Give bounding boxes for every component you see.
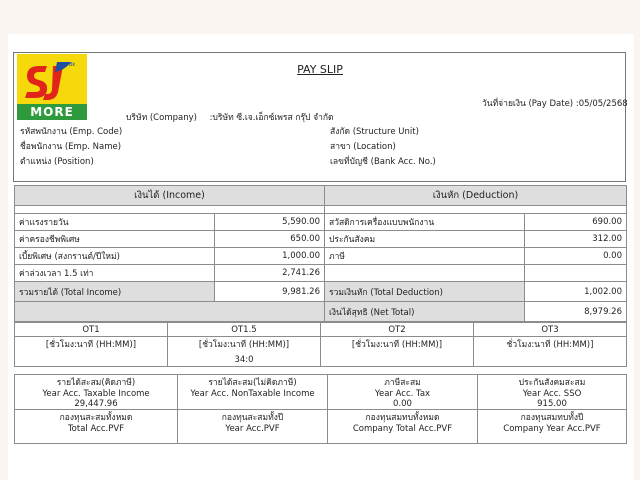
total-deduction-value: 1,002.00 xyxy=(525,282,627,302)
table-row xyxy=(15,265,627,282)
income-label: เบี้ยพิเศษ (สงกรานต์/ปีใหม่) xyxy=(15,248,215,265)
accum-value: 29,447.96 xyxy=(74,399,118,409)
accumulation-table xyxy=(14,374,627,444)
accum-value: 915.00 xyxy=(537,399,567,409)
pvf-th: กองทุนสมทบทั้งหมด xyxy=(365,413,440,423)
deduction-value: 312.00 xyxy=(525,231,627,248)
accum-cell xyxy=(178,375,328,410)
location-label: สาขา (Location) xyxy=(330,142,396,152)
deduction-label: ประกันสังคม xyxy=(325,231,525,248)
ot2-header: OT2 xyxy=(321,323,474,337)
pvf-cell xyxy=(15,410,178,444)
bank-account-label: เลขที่บัญชี (Bank Acc. No.) xyxy=(330,157,436,167)
income-value: 5,590.00 xyxy=(215,214,325,231)
income-value: 650.00 xyxy=(215,231,325,248)
pay-date-value: 05/05/2568 xyxy=(578,99,628,109)
table-row xyxy=(15,248,627,265)
ot1-unit: [ชั่วโมง:นาที (HH:MM)] xyxy=(45,340,137,350)
company-value: :บริษัท ซี.เจ.เอ็กซ์เพรส กรุ๊ป จำกัด xyxy=(209,113,334,123)
table-row xyxy=(15,231,627,248)
structure-unit-label: สังกัด (Structure Unit) xyxy=(330,127,419,137)
ot3-header: OT3 xyxy=(474,323,627,337)
net-total-value: 8,979.26 xyxy=(525,302,627,322)
pvf-th: กองทุนสมทบทั้งปี xyxy=(520,413,584,423)
deduction-label: ภาษี xyxy=(325,248,525,265)
ot3-cell xyxy=(474,337,627,367)
accum-th: ภาษีสะสม xyxy=(384,378,421,388)
pvf-en: Year Acc.PVF xyxy=(225,424,280,434)
pvf-cell xyxy=(478,410,627,444)
emp-code-label: รหัสพนักงาน (Emp. Code) xyxy=(20,127,123,137)
income-header: เงินได้ (Income) xyxy=(15,186,325,206)
pvf-cell xyxy=(178,410,328,444)
accum-en: Year Acc. SSO xyxy=(522,389,582,399)
accum-en: Year Acc. NonTaxable Income xyxy=(190,389,315,399)
ot15-cell xyxy=(168,337,321,367)
deduction-value: 0.00 xyxy=(525,248,627,265)
total-income-label: รวมรายได้ (Total Income) xyxy=(15,282,215,302)
accum-th: ประกันสังคมสะสม xyxy=(518,378,586,388)
income-value: 1,000.00 xyxy=(215,248,325,265)
position-label: ตำแหน่ง (Position) xyxy=(20,157,94,167)
accum-en: Year Acc. Taxable Income xyxy=(42,389,150,399)
accum-th: รายได้สะสม(คิดภาษี) xyxy=(56,378,136,388)
net-total-label: เงินได้สุทธิ (Net Total) xyxy=(325,302,525,322)
company-line xyxy=(126,110,334,124)
ot-table xyxy=(14,322,627,367)
accum-en: Year Acc. Tax xyxy=(374,389,431,399)
pvf-en: Company Year Acc.PVF xyxy=(503,424,601,434)
page-title: PAY SLIP xyxy=(297,63,343,76)
income-value: 2,741.26 xyxy=(215,265,325,282)
income-label: ค่าล่วงเวลา 1.5 เท่า xyxy=(15,265,215,282)
income-label: ค่าครองชีพพิเศษ xyxy=(15,231,215,248)
pvf-th: กองทุนสะสมทั้งหมด xyxy=(59,413,133,423)
ot15-value: 34:0 xyxy=(234,355,254,365)
net-total-row xyxy=(15,302,627,322)
accum-cell xyxy=(478,375,627,410)
top-band xyxy=(0,0,640,28)
logo-brand-text: MORE xyxy=(30,105,74,119)
accum-th: รายได้สะสม(ไม่คิดภาษี) xyxy=(208,378,297,388)
ot1-header: OT1 xyxy=(15,323,168,337)
pay-date xyxy=(482,96,628,110)
pvf-en: Company Total Acc.PVF xyxy=(352,424,453,434)
total-deduction-label: รวมเงินหัก (Total Deduction) xyxy=(325,282,525,302)
accum-cell xyxy=(328,375,478,410)
pvf-th: กองทุนสะสมทั้งปี xyxy=(221,413,284,423)
ot15-header: OT1.5 xyxy=(168,323,321,337)
deduction-header: เงินหัก (Deduction) xyxy=(325,186,627,206)
company-label: บริษัท (Company) xyxy=(126,113,197,123)
income-label: ค่าแรงรายวัน xyxy=(15,214,215,231)
ot2-unit: [ชั่วโมง:นาที (HH:MM)] xyxy=(351,340,443,350)
logo-small-text: Bk xyxy=(69,62,76,68)
ot2-cell xyxy=(321,337,474,367)
totals-row xyxy=(15,282,627,302)
ot3-unit: ชั่วโมง:นาที (HH:MM)] xyxy=(506,340,594,350)
ot1-cell xyxy=(15,337,168,367)
pay-date-label: วันที่จ่ายเงิน (Pay Date) : xyxy=(482,99,579,109)
total-income-value: 9,981.26 xyxy=(215,282,325,302)
accum-value: 0.00 xyxy=(393,399,412,409)
income-deduction-table xyxy=(14,185,627,322)
pvf-cell xyxy=(328,410,478,444)
accum-cell xyxy=(15,375,178,410)
pvf-en: Total Acc.PVF xyxy=(67,424,125,434)
emp-name-label: ชื่อพนักงาน (Emp. Name) xyxy=(20,142,122,152)
ot15-unit: [ชั่วโมง:นาที (HH:MM)] xyxy=(198,340,290,350)
deduction-value: 690.00 xyxy=(525,214,627,231)
table-row xyxy=(15,214,627,231)
deduction-label: สวัสดิการเครื่องแบบพนักงาน xyxy=(325,214,525,231)
